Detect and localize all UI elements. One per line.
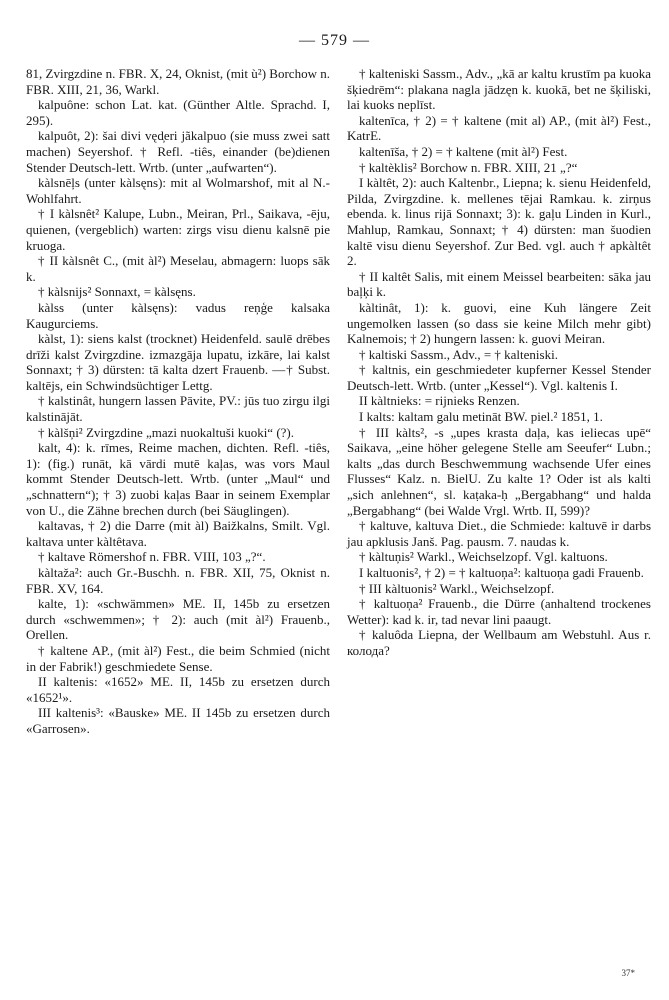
- entry: kaltenīca, † 2) = † kaltene (mit al) AP., (mit àl²) Fest., KatrE.: [347, 112, 651, 144]
- entry: † kàltuņis² Warkl., Weichselzopf. Vgl. kaltuons.: [359, 549, 608, 565]
- entry: II kaltenis: «1652» ME. II, 145b zu ersetzen durch «1652¹».: [26, 674, 330, 705]
- entry: I kàltêt, 2): auch Kaltenbr., Liepna; k. sienu Heidenfeld, Pilda, Zvirgzdine. k. mellenes tējai Ramkau. k. zirņus ebenda. k. linus rijā Sonnaxt; 3): k. gaļu Linden in Kurl., Mahlup, Ramkau, Sonnaxt; † 4) dürsten: man šuodien kaltē visu dienu Seyershof. Zur Bed. vgl. auch † apkàltêt 2.: [347, 175, 651, 269]
- entry: 81, Zvirgzdine n. FBR. X, 24, Oknist, (mit ù²) Borchow n. FBR. XIII, 21, 36, Warkl.: [26, 66, 330, 97]
- entry: † kalteniski Sassm., Adv., „kā ar kaltu krustīm pa kuoka šķiedrēm“: plakana nagla jādzęn k. kuokā, bet ne šķiliski, lai kuoks neplīst.: [347, 66, 651, 113]
- entry: I kaltuonis², † 2) = † kaltuoņa²: kaltuoņa gadi Frauenb.: [359, 565, 644, 580]
- entry: † I kàlsnêt² Kalupe, Lubn., Meiran, Prl., Saikava, -ēju, quienen, (vergeblich) warten: zirgs visu dienu kalsnē pie kruoga.: [26, 206, 330, 253]
- entry: † kaltave Römershof n. FBR. VIII, 103 „?“.: [38, 549, 266, 565]
- entry: kalte, 1): «schwämmen» ME. II, 145b zu ersetzen durch «schwemmen»; † 2): auch (mit àl²) Frauenb., Orellen.: [26, 596, 330, 643]
- entry: † II kaltêt Salis, mit einem Meissel bearbeiten: sāka jau baļķi k.: [347, 268, 651, 300]
- entry: II kàltnieks: = rijnieks Renzen.: [359, 393, 520, 409]
- entry: III kaltenis³: «Bauske» ME. II 145b zu ersetzen durch «Garrosen».: [26, 705, 330, 736]
- entry: kalt, 4): k. rīmes, Reime machen, dichten. Refl. -tiês, 1): (fig.) runāt, kā vārdi mutē kaļas, was vors Maul kommt Stender Deutsch-lett. Wrtb. (unter „Maul“ und „schnattern“); † 3) zuobi kaļas Baar in seinem Exemplar von U., die Zähne brechen durch (bei Säuglingen).: [26, 440, 330, 518]
- entry: † kaltnis, ein geschmiedeter kupferner Kessel Stender Deutsch-lett. Wrtb. (unter „Kessel“). Vgl. kaltenis I.: [347, 362, 651, 393]
- entry: † III kàltuonis² Warkl., Weichselzopf.: [359, 580, 555, 596]
- left-column: [26, 66, 330, 737]
- entry: kàlst, 1): siens kalst (trocknet) Heidenfeld. saulē drēbes drīži kalst Zvirgzdine. izmazgāja lupatu, izkāre, lai kalst Sonnaxt; † 3) dürsten: tā kalta dzert Frauenb. —† Subst. kaltējs, ein Schwindsüchtiger Lettg.: [26, 331, 330, 393]
- entry: kalpuôt, 2): šai divi vęd̦eri jãkalpuo (sie muss zwei satt machen) Seyershof. † Refl. -tiês, einander (be)dienen Stender Deutsch-lett. Wrtb. (unter „aufwarten“).: [26, 128, 330, 175]
- entry: kàltaža²: auch Gr.-Buschh. n. FBR. XII, 75, Oknist n. FBR. XV, 164.: [26, 565, 330, 596]
- entry: † kalstinât, hungern lassen Pāvite, PV.: jūs tuo zirgu ilgi kalstinājāt.: [26, 393, 330, 425]
- entry: † kaltèklis² Borchow n. FBR. XIII, 21 „?“: [359, 159, 578, 175]
- entry: kàlsnēļs (unter kàlsęns): mit al Wolmarshof, mit al N.-Wohlfahrt.: [26, 175, 330, 206]
- entry: kaltavas, † 2) die Darre (mit àl) Baižkalns, Smilt. Vgl. kaltava unter kàltêtava.: [26, 518, 330, 549]
- entry: † III kàlts², -s „upes krasta daļa, kas ieliecas upē“ Saikava, „eine höher gelegene Stelle am Seeufer“ Lubn.; kalts „das durch Beschwemmung wachsende Ufer eines Flusses“ Kalz. n. BielU. Zu kalte 1? Oder ist als kalti „sich anlehnen“, sl. kaṭaka-ḥ „Bergabhang“ und halda „Bergabhang“ (bei Walde Vrgl. Wrtb. II, 599)?: [347, 424, 651, 518]
- entry: † II kàlsnêt C., (mit àl²) Meselau, abmagern: luops sāk k.: [26, 253, 330, 284]
- entry: † kàlšņi² Zvirgzdine „mazi nuokaltuši kuoki“ (?).: [38, 424, 295, 440]
- entry: † kaltuve, kaltuva Diet., die Schmiede: kaltuvē ir darbs jau apklusis Janš. Pag. pausm. 7. naudas k.: [347, 518, 651, 549]
- entry: kàltinât, 1): k. guovi, eine Kuh längere Zeit ungemolken lassen (so dass sie keine Milch mehr gibt) Kalnemois; † 2) hungern lassen: k. guovi Meiran.: [347, 299, 651, 347]
- entry: I kalts: kaltam galu metināt BW. piel.² 1851, 1.: [359, 409, 603, 425]
- entry: † kaltene AP., (mit àl²) Fest., die beim Schmied (nicht in der Fabrik!) geschmiedete Sense.: [26, 642, 330, 674]
- entry: kalpuône: schon Lat. kat. (Günther Altle. Sprachd. I, 295).: [26, 97, 330, 128]
- page-number: — 579 —: [299, 32, 370, 49]
- right-column: [347, 66, 651, 659]
- entry: kàlss (unter kàlsęns): vadus reņģe kalsaka Kaugurciems.: [26, 299, 330, 331]
- entry: † kàlsnijs² Sonnaxt, = kàlsęns.: [38, 284, 196, 300]
- entry: † kaluôda Liepna, der Wellbaum am Webstuhl. Aus r. колода?: [347, 627, 651, 658]
- entry: kaltenīša, † 2) = † kaltene (mit àl²) Fest.: [359, 143, 568, 159]
- entry: † kaltuoņa² Frauenb., die Dürre (anhaltend trockenes Wetter): kad k. ir, tad nevar lini paaugt.: [347, 596, 651, 627]
- signature-mark: 37*: [621, 968, 635, 978]
- entry: † kaltiski Sassm., Adv., = † kalteniski.: [359, 346, 558, 362]
